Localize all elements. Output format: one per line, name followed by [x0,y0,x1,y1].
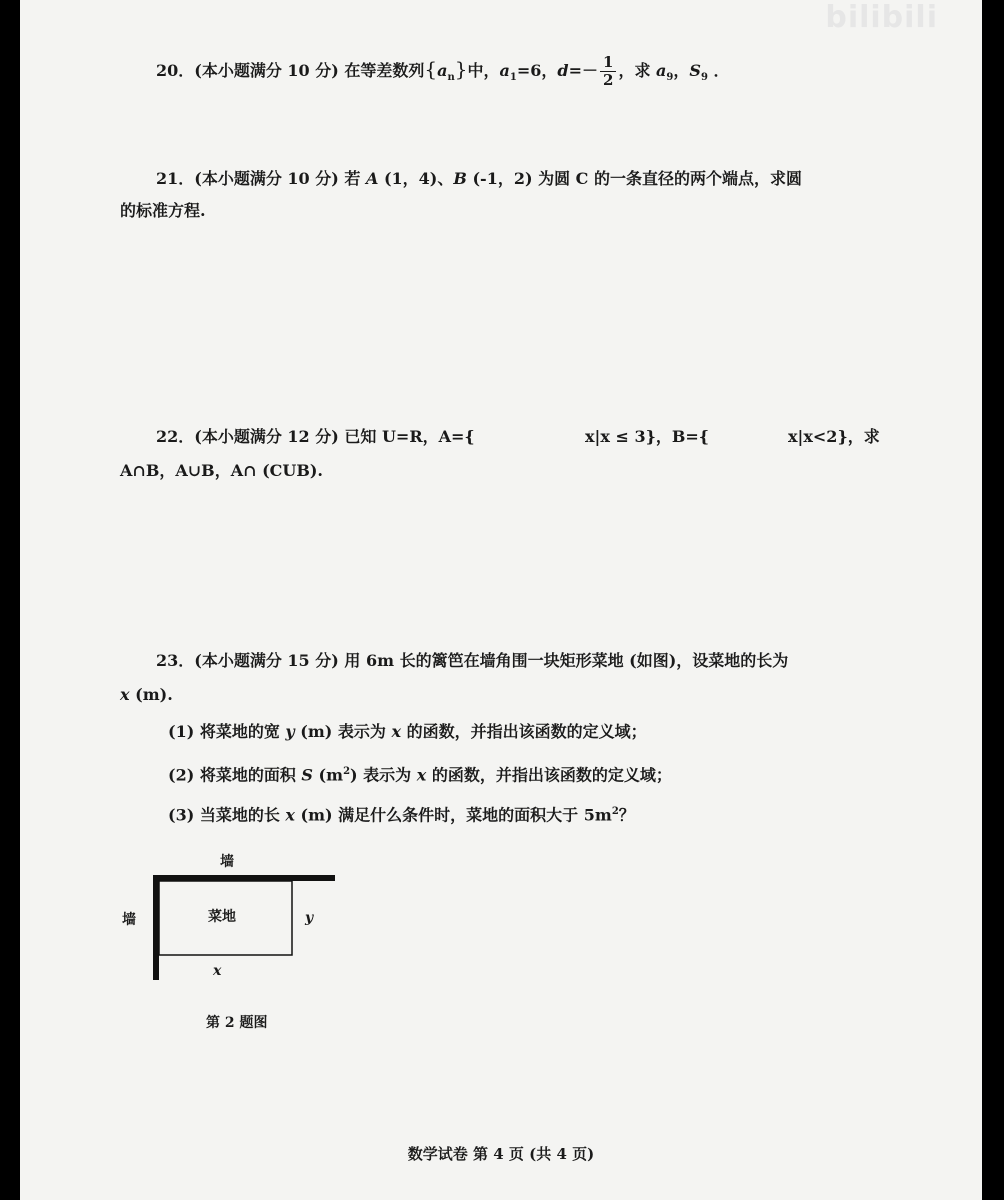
seq-close-brace: } [454,57,468,81]
seq-sub: n [447,72,455,84]
q20-prefix: 20．(本小题满分 10 分) 在等差数列 [156,61,425,80]
fraction-numerator: 1 [600,54,616,72]
q20-ask: ，求 [618,61,657,80]
point-b-var: B [453,169,467,188]
bilibili-watermark: bilibili [825,0,938,35]
q20-sep: ， [673,61,690,80]
length-unit: (m). [129,685,173,704]
side-y-label: y [305,910,314,926]
question-21-line2: 的标准方程. [120,201,206,220]
exam-page [20,0,982,1200]
seq-open-brace: { [424,57,438,81]
s9-var: S [689,61,701,80]
question-22-part-a: 22．(本小题满分 12 分) 已知 U=R，A={ [156,427,475,446]
part2-s: S [301,765,313,785]
s9-sub: 9 [700,72,708,84]
side-x-label: x [213,963,222,979]
left-wall-label: 墙 [122,912,136,928]
part3-end: ？ [618,805,635,825]
part3-sup: 2 [611,806,619,817]
part2-x: x [416,765,427,785]
part3-x: x [285,805,295,825]
part2-pre: (2) 将菜地的面积 [168,765,302,785]
seq-var: a [437,61,448,80]
page-footer: 数学试卷 第 4 页 (共 4 页) [407,1145,595,1163]
d-var: d [557,61,569,80]
point-a-var: A [365,169,379,188]
q20-end: ． [707,61,730,80]
a1-value: =6， [516,61,558,80]
part2-mid: ) 表示为 [350,765,417,785]
question-22-line2: A∩B，A∪B，A∩ (CUB). [120,461,324,480]
part2-post: 的函数，并指出该函数的定义域； [426,765,672,785]
question-22-part-c: x|x<2}，求 [788,427,880,446]
garden-figure [20,0,982,1200]
a1-sub: 1 [509,72,517,84]
q20-mid: 中， [467,61,500,80]
point-b: (-1，2) 为圆 C 的一条直径的两个端点，求圆 [466,169,802,188]
question-23-line1: 23．(本小题满分 15 分) 用 6m 长的篱笆在墙角围一块矩形菜地 (如图)，设菜地的长为 [156,651,789,670]
part1-pre: (1) 将菜地的宽 [168,722,286,741]
part1-x: x [391,722,402,741]
a9-sub: 9 [666,72,674,84]
part3-post: (m) 满足什么条件时，菜地的面积大于 5m [294,805,612,825]
figure-caption: 第 2 题图 [206,1015,268,1031]
length-var: x [120,685,130,704]
d-equals: =－ [568,61,599,80]
part2-unit: (m [312,765,344,785]
top-wall-label: 墙 [220,854,234,870]
part1-post: 的函数，并指出该函数的定义域； [401,722,647,741]
point-a: (1，4)、 [378,169,454,188]
part3-pre: (3) 当菜地的长 [168,805,286,825]
field-label: 菜地 [208,909,236,925]
part1-mid: (m) 表示为 [294,722,392,741]
question-22-part-b: x|x ≤ 3}，B={ [585,427,710,446]
a9-var: a [656,61,667,80]
a1-var: a [499,61,510,80]
fraction-denominator: 2 [603,71,614,89]
part1-y: y [285,722,295,741]
q21-prefix: 21．(本小题满分 10 分) 若 [156,169,366,188]
part2-sup: 2 [343,766,351,777]
